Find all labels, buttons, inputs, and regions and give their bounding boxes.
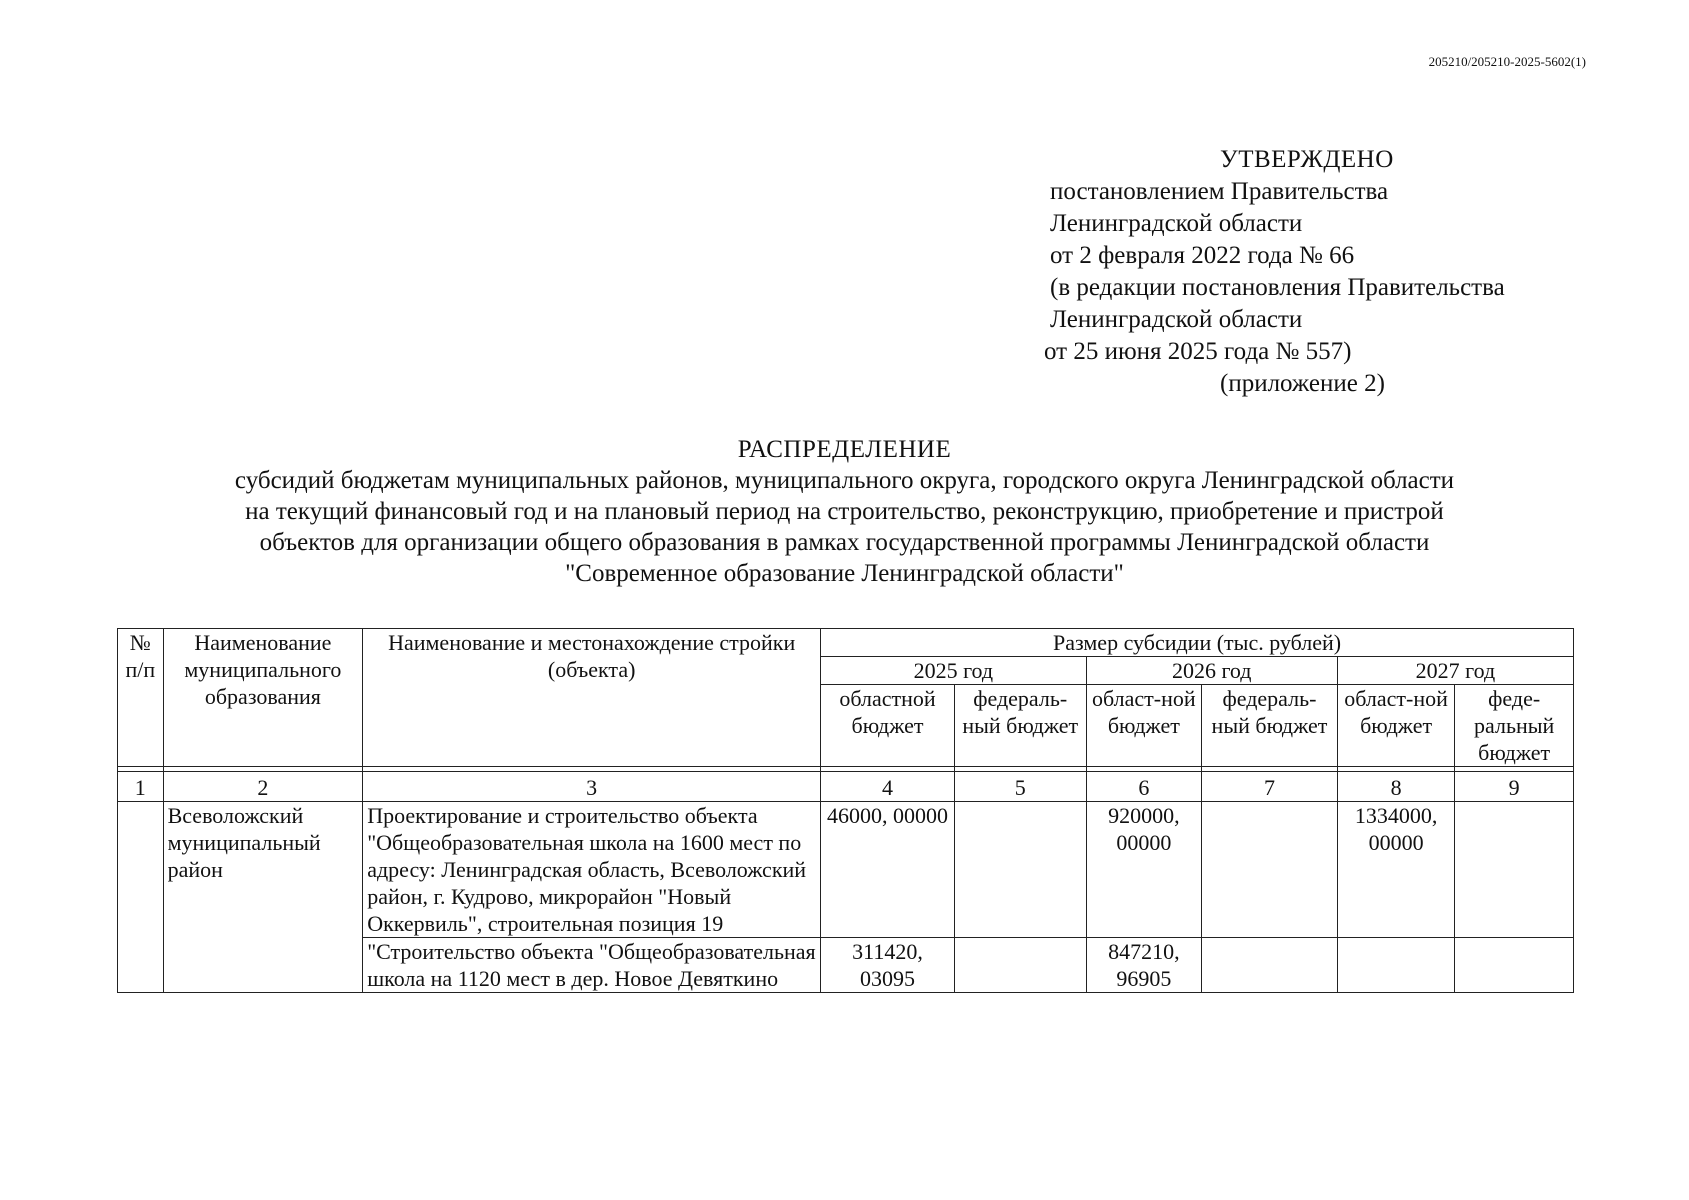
column-number: 8 bbox=[1337, 772, 1455, 802]
header-municipality: Наименование муниципального образования bbox=[163, 629, 363, 767]
heading-line: на текущий финансовый год и на плановый период на строительство, реконструкцию, приобретение и пристрой bbox=[245, 498, 1444, 525]
value-2025-regional: 311420, 03095 bbox=[821, 938, 955, 993]
table-row bbox=[118, 802, 1574, 938]
value-2027-federal bbox=[1455, 938, 1574, 993]
value-2026-federal bbox=[1202, 938, 1338, 993]
value-2027-regional: 1334000, 00000 bbox=[1337, 802, 1455, 938]
header-budget: федераль-ный бюджет bbox=[954, 685, 1086, 767]
column-number-row bbox=[118, 772, 1574, 802]
value-2027-regional bbox=[1337, 938, 1455, 993]
header-budget: феде-ральный бюджет bbox=[1455, 685, 1574, 767]
column-number: 2 bbox=[163, 772, 363, 802]
approval-line: от 25 июня 2025 года № 557) bbox=[1044, 338, 1352, 365]
header-budget: федераль-ный бюджет bbox=[1202, 685, 1338, 767]
row-number bbox=[118, 802, 164, 993]
column-number: 6 bbox=[1086, 772, 1202, 802]
value-2026-federal bbox=[1202, 802, 1338, 938]
document-heading bbox=[0, 434, 1689, 589]
approval-line: постановлением Правительства bbox=[1050, 178, 1389, 205]
document-registration-number: 205210/205210-2025-5602(1) bbox=[1428, 54, 1586, 69]
approval-line: Ленинградской области bbox=[1050, 210, 1303, 237]
header-year: 2026 год bbox=[1086, 657, 1337, 685]
header-budget: областной бюджет bbox=[821, 685, 955, 767]
column-number: 1 bbox=[118, 772, 164, 802]
header-year: 2025 год bbox=[821, 657, 1086, 685]
approval-stamp bbox=[1044, 144, 1505, 400]
object-description: Проектирование и строительство объекта "Общеобразовательная школа на 1600 мест по адресу: Ленинградская область, Всеволожский район, г. Кудрово, микрорайон "Новый Оккервиль", строительная позиция 19 bbox=[363, 802, 821, 938]
heading-line: объектов для организации общего образования в рамках государственной программы Ленинградской области bbox=[259, 529, 1430, 556]
header-budget: област-ной бюджет bbox=[1086, 685, 1202, 767]
header-object: Наименование и местонахождение стройки (объекта) bbox=[363, 629, 821, 767]
column-number: 5 bbox=[954, 772, 1086, 802]
value-2026-regional: 847210, 96905 bbox=[1086, 938, 1202, 993]
value-2025-federal bbox=[954, 938, 1086, 993]
heading-line: субсидий бюджетам муниципальных районов, муниципального округа, городского округа Ленинградской области bbox=[234, 467, 1455, 494]
document-title: РАСПРЕДЕЛЕНИЕ bbox=[737, 436, 952, 463]
header-number: № п/п bbox=[118, 629, 164, 767]
approval-line: от 2 февраля 2022 года № 66 bbox=[1050, 242, 1355, 269]
value-2027-federal bbox=[1455, 802, 1574, 938]
header-subsidy: Размер субсидии (тыс. рублей) bbox=[821, 629, 1574, 657]
column-number: 7 bbox=[1202, 772, 1338, 802]
municipality-name: Всеволожский муниципальный район bbox=[163, 802, 363, 993]
value-2025-regional: 46000, 00000 bbox=[821, 802, 955, 938]
subsidy-table bbox=[117, 628, 1574, 993]
heading-line: "Современное образование Ленинградской области" bbox=[565, 560, 1124, 587]
approval-line: Ленинградской области bbox=[1050, 306, 1303, 333]
column-number: 4 bbox=[821, 772, 955, 802]
approval-line: (в редакции постановления Правительства bbox=[1050, 274, 1505, 301]
approval-title: УТВЕРЖДЕНО bbox=[1220, 146, 1394, 173]
column-number: 3 bbox=[363, 772, 821, 802]
value-2026-regional: 920000, 00000 bbox=[1086, 802, 1202, 938]
appendix-label: (приложение 2) bbox=[1220, 370, 1385, 397]
header-budget: област-ной бюджет bbox=[1337, 685, 1455, 767]
value-2025-federal bbox=[954, 802, 1086, 938]
column-number: 9 bbox=[1455, 772, 1574, 802]
header-year: 2027 год bbox=[1337, 657, 1573, 685]
object-description: "Строительство объекта "Общеобразовательная школа на 1120 мест в дер. Новое Девяткино bbox=[363, 938, 821, 993]
